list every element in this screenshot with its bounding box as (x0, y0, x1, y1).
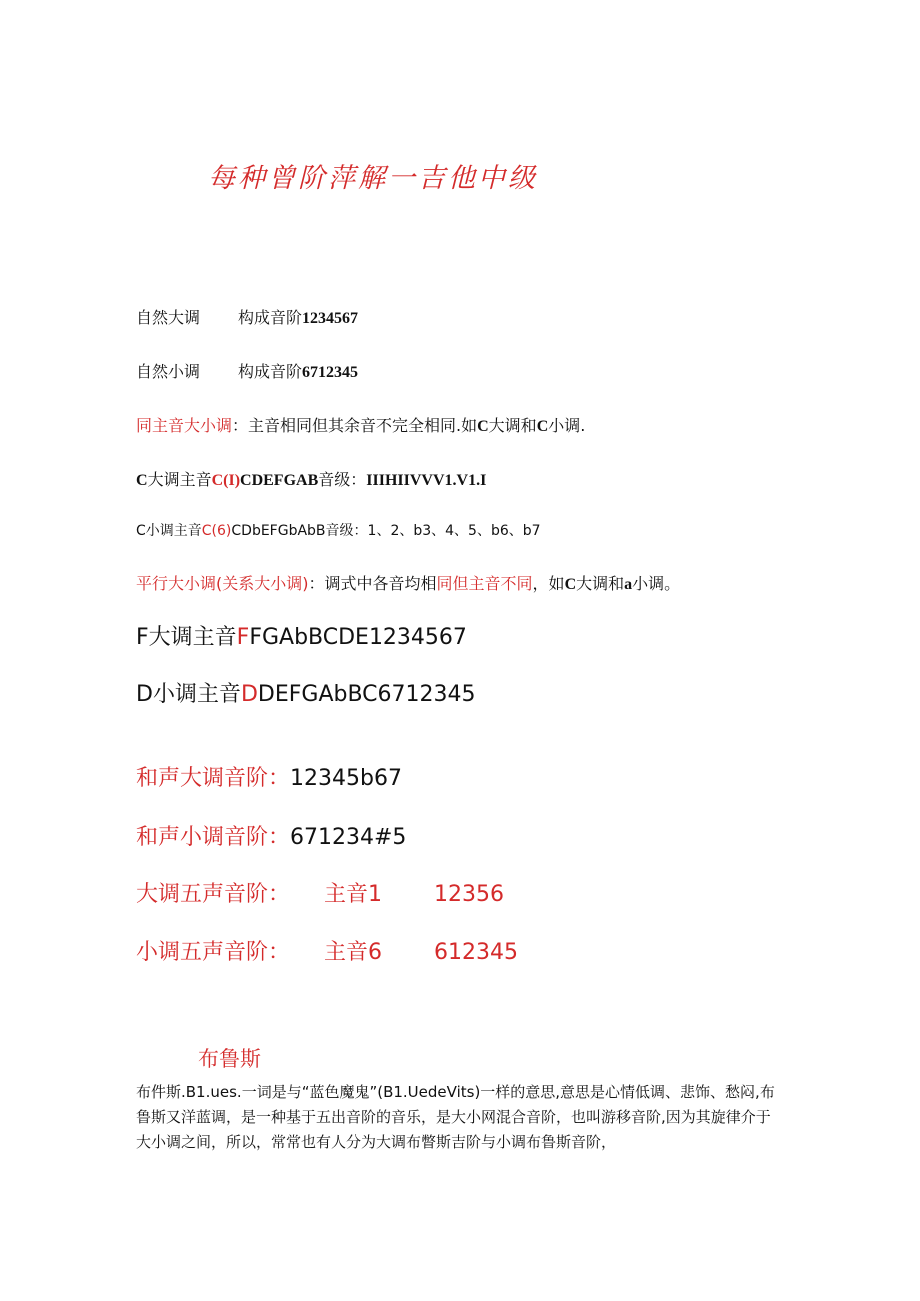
f-major-line (136, 620, 467, 651)
major-pentatonic-line (136, 877, 504, 908)
blues-paragraph (136, 1080, 796, 1155)
parallel-keys-c2: C (536, 418, 549, 435)
harmonic-major-line (136, 761, 402, 792)
relative-keys-term-c: 同但主音不同 (436, 574, 533, 593)
relative-keys-term-b: (关系大小调) (216, 574, 309, 593)
c-major-tonic: C(I) (211, 472, 241, 489)
harmonic-minor-label: 和声小调音阶： (136, 825, 291, 850)
c-minor-a: C小调主音 (136, 523, 202, 539)
major-pentatonic-value: 12356 (434, 882, 504, 907)
d-minor-b: DEFGAbBC6712345 (257, 682, 476, 707)
major-pentatonic-label: 大调五声音阶： (136, 882, 291, 907)
relative-keys-c: C (564, 576, 577, 593)
minor-pentatonic-line (136, 935, 518, 966)
natural-major-prefix: 构成音阶 (238, 308, 303, 327)
f-major-b: FGAbBCDE1234567 (249, 625, 467, 650)
blues-paragraph-line: 布件斯.B1.ues.一词是与“蓝色魔鬼”(B1.UedeVits)一样的意思,意思是心情低调、悲饰、愁闷,布 (136, 1083, 775, 1101)
f-major-a: F大调主音 (136, 625, 237, 650)
c-major-notes: CDEFGAB (240, 472, 319, 489)
natural-major-label: 自然大调 (136, 308, 201, 327)
natural-minor-line (136, 359, 358, 382)
harmonic-major-label: 和声大调音阶： (136, 766, 291, 791)
harmonic-minor-line (136, 820, 406, 851)
c-minor-line (136, 520, 541, 540)
natural-minor-value: 6712345 (302, 364, 359, 381)
parallel-keys-term: 同主音大小调 (136, 416, 233, 435)
blues-paragraph-line: 鲁斯又洋蓝调，是一种基于五出音阶的音乐，是大小网混合音阶，也叫游移音阶,因为其旋律介于 (136, 1108, 771, 1126)
minor-pentatonic-value: 612345 (434, 940, 518, 965)
parallel-keys-text-a: ：主音相同但其余音不完全相同.如 (232, 416, 478, 435)
major-pentatonic-tonic: 主音1 (324, 882, 382, 907)
relative-keys-term-a: 平行大小调 (136, 574, 217, 593)
blues-heading: 布鲁斯 (198, 1047, 261, 1071)
natural-major-line (136, 305, 358, 328)
harmonic-major-value: 12345b67 (290, 766, 402, 791)
minor-pentatonic-tonic: 主音6 (324, 940, 382, 965)
minor-pentatonic-label: 小调五声音阶： (136, 940, 291, 965)
f-major-tonic: F (236, 625, 250, 650)
relative-keys-text-d: 小调。 (632, 574, 681, 593)
relative-keys-text-a: ：调式中各音均相 (308, 574, 437, 593)
c-major-degrees: IIIHIIVVV1.V1.I (366, 472, 487, 489)
natural-minor-prefix: 构成音阶 (238, 362, 303, 381)
natural-minor-label: 自然小调 (136, 362, 201, 381)
relative-keys-line (136, 571, 680, 594)
d-minor-tonic: D (240, 682, 258, 707)
parallel-keys-c1: C (477, 418, 489, 435)
relative-keys-a: a (624, 576, 633, 593)
blues-paragraph-line: 大小调之间，所以，常常也有人分为大调布瞥斯吉阶与小调布鲁斯音阶， (136, 1133, 617, 1151)
c-minor-b: CDbEFGbAbB音级：1、2、b3、4、5、b6、b7 (231, 523, 541, 539)
d-minor-line (136, 677, 476, 708)
natural-major-value: 1234567 (302, 310, 359, 327)
c-major-a: C (136, 472, 148, 489)
page-title: 每种曾阶萍解一吉他中级 (208, 163, 538, 194)
parallel-keys-text-c: 小调. (548, 416, 586, 435)
relative-keys-text-b: ，如 (532, 574, 565, 593)
c-minor-tonic: C(6) (201, 523, 232, 539)
c-major-line (136, 467, 486, 490)
parallel-keys-text-b: 大调和 (488, 416, 537, 435)
c-major-b: 大调主音 (147, 470, 212, 489)
relative-keys-text-c: 大调和 (576, 574, 625, 593)
parallel-keys-line (136, 413, 585, 436)
harmonic-minor-value: 671234#5 (290, 825, 407, 850)
c-major-c: 音级： (318, 470, 367, 489)
d-minor-a: D小调主音 (136, 682, 241, 707)
